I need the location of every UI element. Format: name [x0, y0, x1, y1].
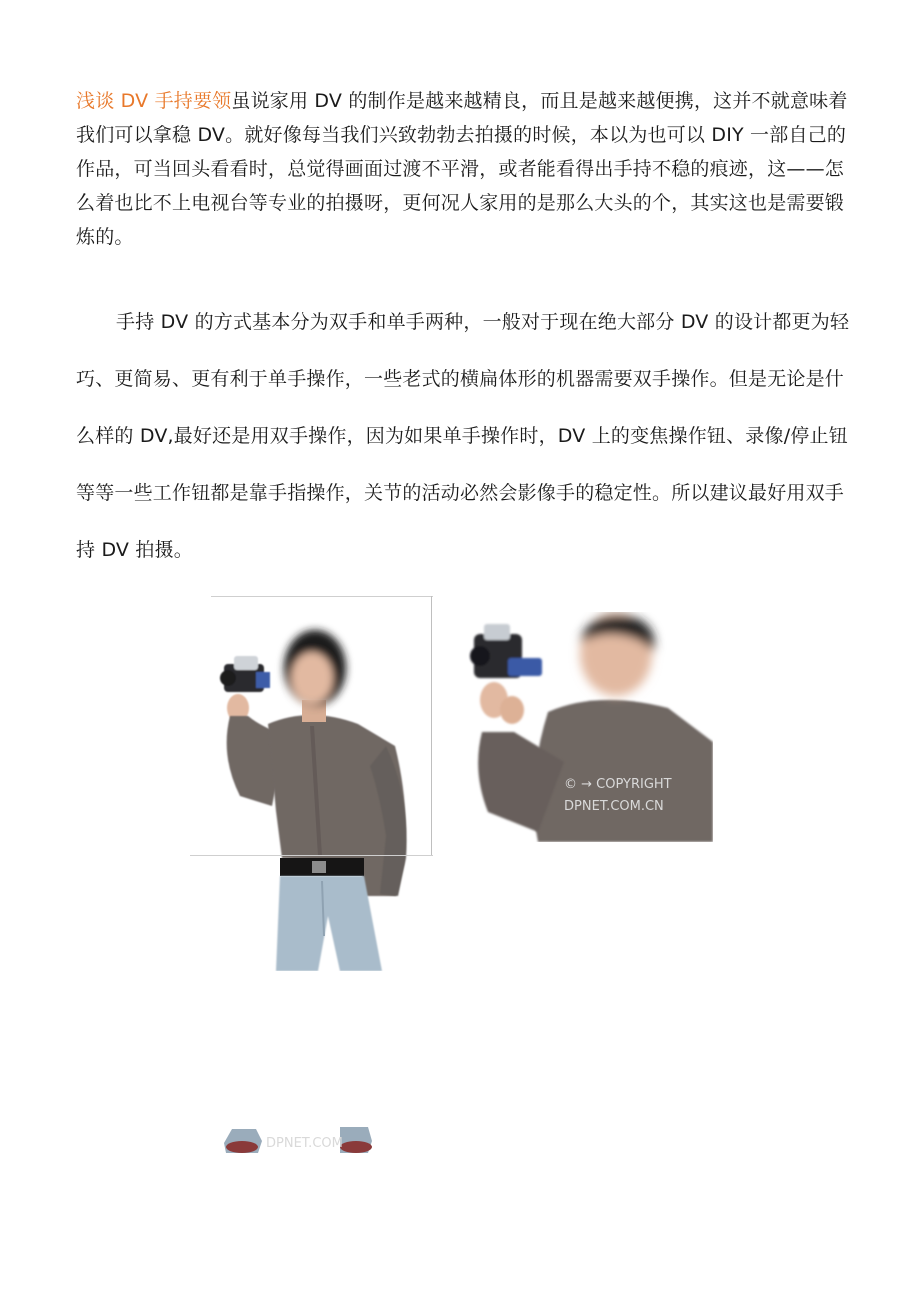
copyright-watermark: © → COPYRIGHT — [564, 777, 672, 792]
intro-paragraph — [76, 84, 852, 254]
body-paragraph: 手持 DV 的方式基本分为双手和单手两种，一般对于现在绝大部分 DV 的设计都更为轻巧、更简易、更有利于单手操作，一些老式的横扁体形的机器需要双手操作。但是无论是什么样的 DV,最好还是用双手操作，因为如果单手操作时，DV 上的变焦操作钮、录像/停止钮等等一些工作钮都是靠手指操作，关节的活动必然会影像手的稳定性。所以建议最好用双手持 DV 拍摄。 — [76, 311, 850, 561]
feet-illustration — [222, 1125, 378, 1155]
photo-two-hand-illustration — [468, 612, 713, 842]
photo-frame-line — [190, 855, 433, 856]
photo-one-hand-hold — [190, 596, 433, 971]
photo-one-hand-illustration — [190, 596, 433, 971]
article-title-link[interactable]: 浅谈 DV 手持要领 — [76, 90, 232, 112]
photo-feet-fragment — [222, 1125, 378, 1155]
site-watermark: DPNET.COM.CN — [564, 799, 664, 814]
feet-watermark: DPNET.COM — [266, 1136, 343, 1151]
photo-two-hand-hold — [468, 612, 713, 842]
intro-text: 虽说家用 DV 的制作是越来越精良，而且是越来越便携，这并不就意味着我们可以拿稳 DV。就好像每当我们兴致勃勃去拍摄的时候，本以为也可以 DIY 一部自己的作品，可当回头看看时，总觉得画面过渡不平滑，或者能看得出手持不稳的痕迹，这——怎么着也比不上电视台等专业的拍摄呀，更何况人家用的是那么大头的个，其实这也是需要锻炼的。 — [76, 90, 848, 248]
